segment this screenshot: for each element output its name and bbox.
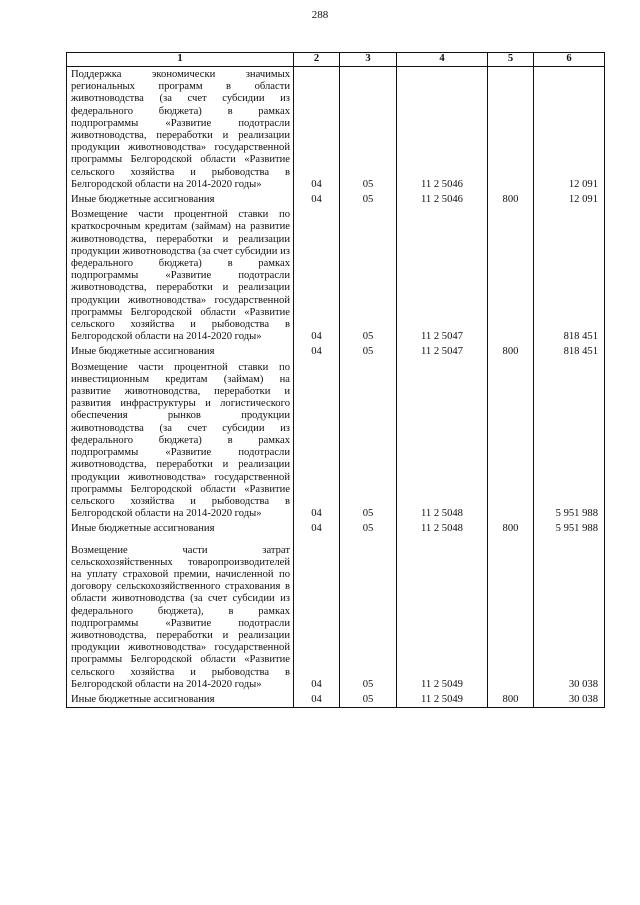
row-description: Поддержка экономически значимых региональных программ в области животноводства (за счет субсидии из федерального бюджета) в рамках подпрограммы «Развитие подотрасли животноводства, переработки и реализации продукции животноводства» государственной программы Белгородской области «Развитие сельского хозяйства и рыбоводства в Белгородской области на 2014-2020 годы» — [67, 67, 294, 193]
column-header-section: 2 — [294, 53, 340, 67]
row-amount: 12 091 — [534, 192, 605, 207]
row-target: 11 2 5048 — [397, 360, 488, 522]
row-amount: 30 038 — [534, 692, 605, 708]
row-description: Возмещение части процентной ставки по инвестиционным кредитам (займам) на развитие животноводства, переработки и развития инфраструктуры и логистического обеспечения рынков продукции животноводства (за счет субсидии из федерального бюджета) в рамках подпрограммы «Развитие подотрасли животноводства, переработки и реализации продукции животноводства» государственной программы Белгородской области «Развитие сельского хозяйства и рыбоводства в Белгородской области на 2014-2020 годы» — [67, 360, 294, 522]
table-row — [67, 521, 605, 536]
row-expense-type — [488, 360, 534, 522]
row-subsection: 05 — [340, 692, 397, 708]
row-target: 11 2 5049 — [397, 543, 488, 692]
row-description: Иные бюджетные ассигнования — [67, 521, 294, 536]
column-header-target: 4 — [397, 53, 488, 67]
budget-table — [66, 52, 605, 708]
row-target: 11 2 5048 — [397, 521, 488, 536]
table-row — [67, 543, 605, 692]
row-description: Иные бюджетные ассигнования — [67, 344, 294, 359]
table-row — [67, 192, 605, 207]
column-header-description: 1 — [67, 53, 294, 67]
row-subsection: 05 — [340, 360, 397, 522]
row-expense-type — [488, 543, 534, 692]
table-row — [67, 67, 605, 193]
table-row — [67, 207, 605, 344]
row-description: Возмещение части затрат сельскохозяйственных товаропроизводителей на уплату страховой премии, начисленной по договору сельскохозяйственного страхования в области животноводства (за счет субсидии из федерального бюджета), в рамках подпрограммы «Развитие подотрасли животноводства, переработки и реализации продукции животноводства» государственной программы Белгородской области «Развитие сельского хозяйства и рыбоводства в Белгородской области на 2014-2020 годы» — [67, 543, 294, 692]
row-expense-type: 800 — [488, 192, 534, 207]
row-section: 04 — [294, 360, 340, 522]
column-header-subsection: 3 — [340, 53, 397, 67]
table-row — [67, 692, 605, 708]
row-description: Иные бюджетные ассигнования — [67, 692, 294, 708]
row-section: 04 — [294, 207, 340, 344]
row-amount: 30 038 — [534, 543, 605, 692]
row-section: 04 — [294, 344, 340, 359]
row-subsection: 05 — [340, 344, 397, 359]
row-target: 11 2 5046 — [397, 67, 488, 193]
row-amount: 5 951 988 — [534, 360, 605, 522]
column-header-expense-type: 5 — [488, 53, 534, 67]
row-amount: 12 091 — [534, 67, 605, 193]
table-row — [67, 344, 605, 359]
row-section: 04 — [294, 543, 340, 692]
row-expense-type: 800 — [488, 692, 534, 708]
row-target: 11 2 5049 — [397, 692, 488, 708]
row-target: 11 2 5047 — [397, 207, 488, 344]
row-subsection: 05 — [340, 543, 397, 692]
row-target: 11 2 5046 — [397, 192, 488, 207]
row-expense-type: 800 — [488, 521, 534, 536]
row-section: 04 — [294, 692, 340, 708]
row-subsection: 05 — [340, 67, 397, 193]
row-target: 11 2 5047 — [397, 344, 488, 359]
row-subsection: 05 — [340, 207, 397, 344]
row-description: Иные бюджетные ассигнования — [67, 192, 294, 207]
row-section: 04 — [294, 192, 340, 207]
row-expense-type: 800 — [488, 344, 534, 359]
row-amount: 5 951 988 — [534, 521, 605, 536]
column-header-amount: 6 — [534, 53, 605, 67]
row-subsection: 05 — [340, 192, 397, 207]
row-description: Возмещение части процентной ставки по краткосрочным кредитам (займам) на развитие животноводства, переработки и реализации продукции животноводства (за счет субсидии из федерального бюджета) в рамках подпрограммы «Развитие подотрасли животноводства, переработки и реализации продукции животноводства» государственной программы Белгородской области «Развитие сельского хозяйства и рыбоводства в Белгородской области на 2014-2020 годы» — [67, 207, 294, 344]
page-number: 288 — [311, 9, 329, 21]
table-header-row — [67, 53, 605, 67]
row-subsection: 05 — [340, 521, 397, 536]
row-amount: 818 451 — [534, 344, 605, 359]
row-expense-type — [488, 67, 534, 193]
row-section: 04 — [294, 521, 340, 536]
row-section: 04 — [294, 67, 340, 193]
row-expense-type — [488, 207, 534, 344]
row-amount: 818 451 — [534, 207, 605, 344]
table-row — [67, 360, 605, 522]
